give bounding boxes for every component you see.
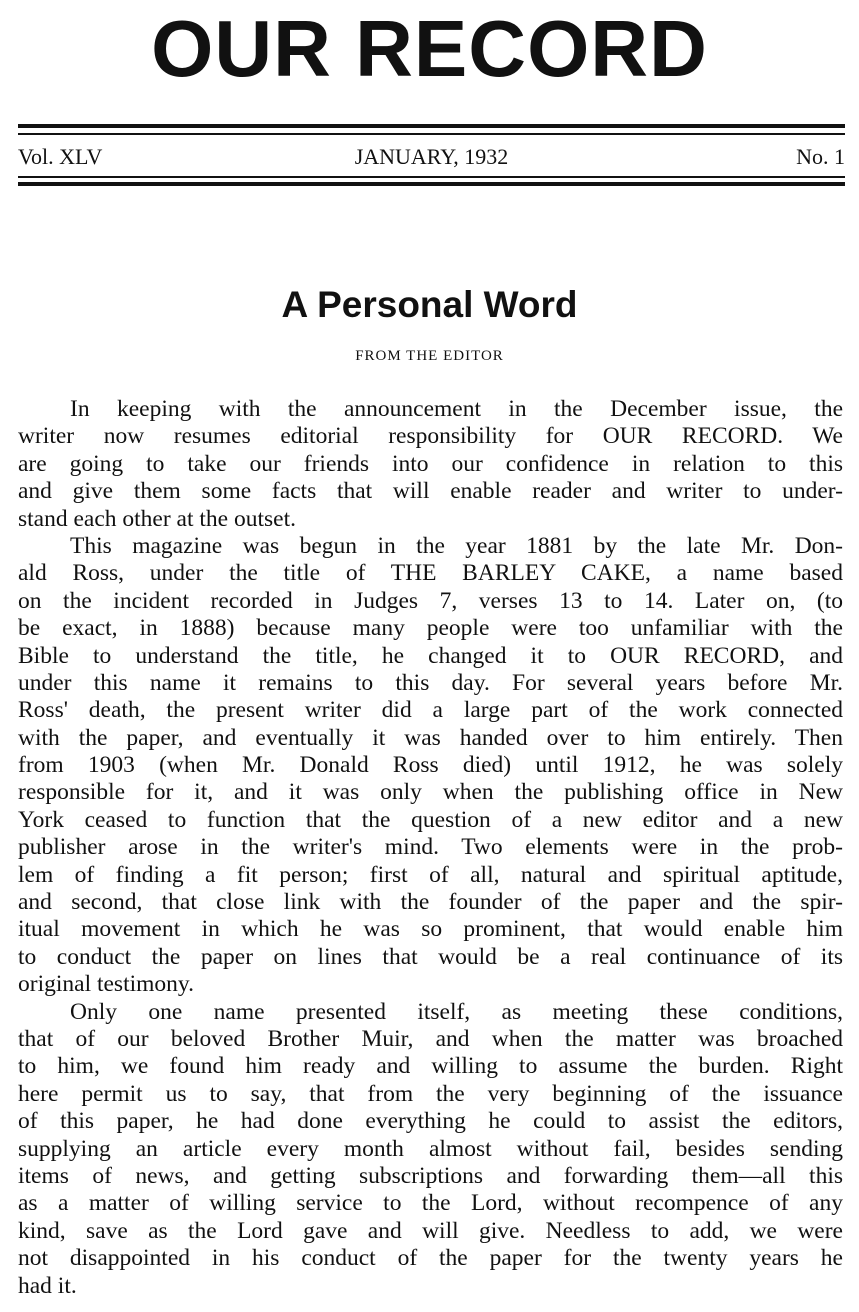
article-body — [18, 396, 843, 1300]
text-line: and give them some facts that will enable reader and writer to under- — [18, 478, 843, 505]
text-line: from 1903 (when Mr. Donald Ross died) until 1912, he was solely — [18, 752, 843, 779]
text-line: be exact, in 1888) because many people were too unfamiliar with the — [18, 615, 843, 642]
bottom-thin-rule — [18, 176, 845, 178]
text-line: and second, that close link with the founder of the paper and the spir- — [18, 889, 843, 916]
text-line: with the paper, and eventually it was handed over to him entirely. Then — [18, 724, 843, 751]
top-thick-rule — [18, 124, 845, 128]
text-line: stand each other at the outset. — [18, 505, 296, 532]
text-line: In keeping with the announcement in the December issue, the — [70, 396, 843, 422]
article-title: A Personal Word — [281, 284, 578, 325]
text-line: that of our beloved Brother Muir, and when the matter was broached — [18, 1025, 843, 1052]
text-line: itual movement in which he was so prominent, that would enable him — [18, 916, 843, 943]
text-line: lem of finding a fit person; first of all, natural and spiritual aptitude, — [18, 861, 843, 888]
masthead-title: OUR RECORD — [151, 4, 708, 93]
text-line: Only one name presented itself, as meeting these conditions, — [70, 998, 843, 1025]
text-line: publisher arose in the writer's mind. Two elements were in the prob- — [18, 834, 843, 861]
text-line: to him, we found him ready and willing to assume the burden. Right — [18, 1053, 843, 1080]
text-line: Ross' death, the present writer did a large part of the work connected — [18, 697, 843, 724]
text-line: on the incident recorded in Judges 7, verses 13 to 14. Later on, (to — [18, 587, 843, 614]
text-line: original testimony. — [18, 971, 195, 998]
paragraph — [18, 533, 843, 999]
text-line: not disappointed in his conduct of the paper for the twenty years he — [18, 1245, 843, 1272]
text-line: here permit us to say, that from the very beginning of the issuance — [18, 1080, 843, 1107]
top-thin-rule — [18, 133, 845, 135]
text-line: ald Ross, under the title of THE BARLEY CAKE, a name based — [18, 560, 843, 587]
text-line: are going to take our friends into our confidence in relation to this — [18, 450, 843, 477]
text-line: had it. — [18, 1272, 77, 1299]
text-line: responsible for it, and it was only when the publishing office in New — [18, 779, 843, 806]
issue-line — [18, 142, 845, 172]
issue-date: JANUARY, 1932 — [354, 144, 509, 169]
text-line: kind, save as the Lord gave and will give. Needless to add, we were — [18, 1217, 843, 1244]
bottom-thick-rule — [18, 182, 845, 186]
text-line: under this name it remains to this day. For several years before Mr. — [18, 669, 843, 696]
text-line: items of news, and getting subscriptions and forwarding them—all this — [18, 1162, 843, 1189]
text-line: writer now resumes editorial responsibility for OUR RECORD. We — [18, 423, 843, 450]
text-line: as a matter of willing service to the Lord, without recompence of any — [18, 1190, 843, 1217]
paragraph — [18, 396, 843, 533]
text-line: to conduct the paper on lines that would be a real continuance of its — [18, 943, 843, 970]
text-line: supplying an article every month almost without fail, besides sending — [18, 1135, 843, 1162]
volume: Vol. XLV — [18, 144, 103, 169]
text-line: This magazine was begun in the year 1881 by the late Mr. Don- — [70, 532, 843, 559]
paragraph — [18, 999, 843, 1300]
issue-number: No. 1 — [796, 144, 845, 169]
article-byline: FROM THE EDITOR — [355, 348, 504, 364]
text-line: Bible to understand the title, he changed it to OUR RECORD, and — [18, 642, 843, 669]
text-line: York ceased to function that the question of a new editor and a new — [18, 806, 843, 833]
text-line: of this paper, he had done everything he could to assist the editors, — [18, 1108, 843, 1135]
